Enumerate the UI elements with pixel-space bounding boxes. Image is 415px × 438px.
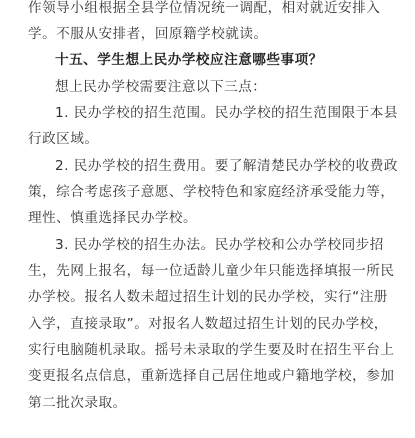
section-heading: 十五、学生想上民办学校应注意哪些事项？ bbox=[55, 52, 323, 68]
body-text-line: 办学校。报名人数未超过招生计划的民办学校，实行“注册 bbox=[28, 289, 388, 305]
body-text-line: 第二批次录取。 bbox=[28, 395, 127, 411]
list-item-2-line: 2. 民办学校的招生费用。要了解清楚民办学校的收费政 bbox=[55, 158, 398, 174]
list-item-1-line: 1. 民办学校的招生范围。民办学校的招生范围限于本县 bbox=[55, 105, 398, 121]
body-text-line: 学。不服从安排者，回原籍学校就读。 bbox=[28, 26, 268, 42]
body-text-line: 想上民办学校需要注意以下三点： bbox=[55, 79, 267, 95]
body-text-line: 策，综合考虑孩子意愿、学校特色和家庭经济承受能力等， bbox=[28, 184, 395, 200]
body-text-line: 入学，直接录取”。对报名人数超过招生计划的民办学校， bbox=[28, 316, 388, 332]
body-text-line: 生，先网上报名，每一位适龄儿童少年只能选择填报一所民 bbox=[28, 263, 395, 279]
body-text-line: 理性、慎重选择民办学校。 bbox=[28, 210, 198, 226]
body-text-line: 实行电脑随机录取。摇号未录取的学生要及时在招生平台上 bbox=[28, 342, 395, 358]
body-text-line: 变更报名点信息，重新选择自己居住地或户籍地学校，参加 bbox=[28, 368, 395, 384]
body-text-line: 作领导小组根据全县学位情况统一调配，相对就近安排入 bbox=[28, 0, 381, 16]
body-text-line: 行政区域。 bbox=[28, 131, 99, 147]
list-item-3-line: 3. 民办学校的招生办法。民办学校和公办学校同步招 bbox=[55, 237, 384, 253]
